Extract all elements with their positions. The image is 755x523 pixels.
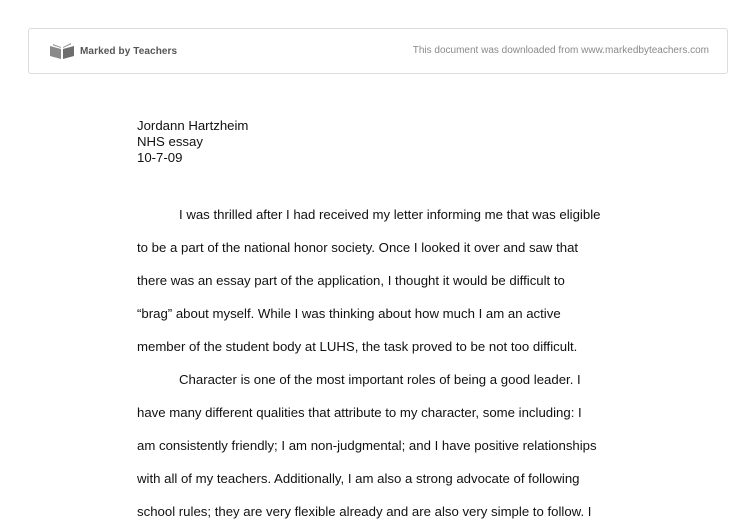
essay-line: member of the student body at LUHS, the task proved to be not too difficult.: [137, 339, 578, 354]
essay-title: NHS essay: [137, 134, 203, 149]
site-header-bar: [28, 28, 728, 74]
essay-body: [137, 198, 637, 523]
open-book-icon: [49, 42, 75, 60]
essay-line: there was an essay part of the application, I thought it would be difficult to: [137, 273, 565, 288]
download-source-note: This document was downloaded from www.markedbyteachers.com: [412, 45, 709, 56]
essay-line: I was thrilled after I had received my letter informing me that was eligible: [179, 207, 601, 222]
essay-date: 10-7-09: [137, 150, 183, 165]
essay-line: Character is one of the most important roles of being a good leader. I: [179, 372, 581, 387]
essay-line: with all of my teachers. Additionally, I am also a strong advocate of following: [137, 471, 580, 486]
essay-line: “brag” about myself. While I was thinking about how much I am an active: [137, 306, 561, 321]
essay-line: have many different qualities that attribute to my character, some including: I: [137, 405, 582, 420]
author-name: Jordann Hartzheim: [137, 118, 249, 133]
essay-line: school rules; they are very flexible already and are also very simple to follow. I: [137, 504, 592, 519]
essay-line: to be a part of the national honor society. Once I looked it over and saw that: [137, 240, 579, 255]
essay-line: am consistently friendly; I am non-judgmental; and I have positive relationships: [137, 438, 597, 453]
essay-document: [137, 118, 637, 519]
brand-logo-group[interactable]: [49, 42, 177, 60]
brand-name: Marked by Teachers: [80, 45, 178, 57]
